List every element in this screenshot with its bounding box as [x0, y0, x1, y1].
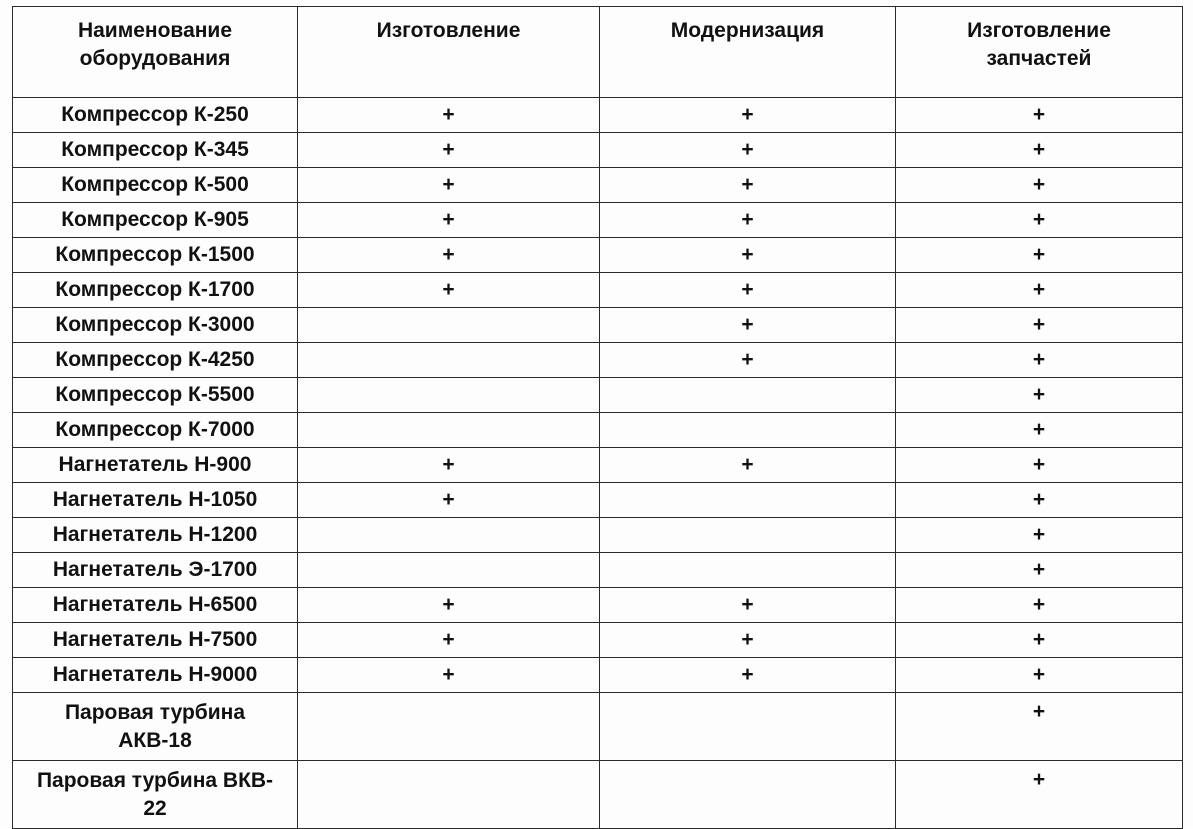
modernization-mark-cell: + [600, 168, 896, 203]
equipment-name-cell [13, 448, 298, 483]
table-row [13, 518, 1183, 553]
modernization-mark-cell [600, 413, 896, 448]
equipment-name-cell [13, 203, 298, 238]
header-line: оборудования [79, 47, 231, 70]
spare-parts-mark-cell: + [896, 273, 1183, 308]
table-row [13, 168, 1183, 203]
table-row [13, 483, 1183, 518]
equipment-name-cell [13, 168, 298, 203]
header-equipment-name [13, 7, 298, 98]
spare-parts-mark-cell: + [896, 448, 1183, 483]
header-manufacture [298, 7, 600, 98]
table-row [13, 658, 1183, 693]
equipment-name-line: Паровая турбина [64, 700, 246, 724]
manufacture-mark-cell [298, 518, 600, 553]
modernization-mark-cell [600, 553, 896, 588]
modernization-mark-cell: + [600, 308, 896, 343]
manufacture-mark-cell: + [298, 133, 600, 168]
modernization-mark-cell [600, 378, 896, 413]
modernization-mark-cell [600, 518, 896, 553]
spare-parts-mark-cell: + [896, 693, 1183, 761]
spare-parts-mark-cell: + [896, 168, 1183, 203]
equipment-name-cell [13, 588, 298, 623]
equipment-name-cell [13, 238, 298, 273]
spare-parts-mark-cell: + [896, 623, 1183, 658]
spare-parts-mark-cell: + [896, 238, 1183, 273]
spare-parts-mark-cell: + [896, 553, 1183, 588]
table-row [13, 553, 1183, 588]
equipment-name-cell [13, 343, 298, 378]
manufacture-mark-cell: + [298, 238, 600, 273]
modernization-mark-cell: + [600, 588, 896, 623]
header-modernization [600, 7, 896, 98]
spare-parts-mark-cell: + [896, 133, 1183, 168]
equipment-name-line: Нагнетатель Н-900 [58, 453, 252, 476]
modernization-mark-cell: + [600, 343, 896, 378]
manufacture-mark-cell: + [298, 623, 600, 658]
modernization-mark-cell: + [600, 203, 896, 238]
manufacture-mark-cell [298, 308, 600, 343]
spare-parts-mark-cell: + [896, 588, 1183, 623]
modernization-mark-cell: + [600, 98, 896, 133]
table-row [13, 448, 1183, 483]
spare-parts-mark-cell: + [896, 658, 1183, 693]
spare-parts-mark-cell: + [896, 518, 1183, 553]
manufacture-mark-cell [298, 553, 600, 588]
manufacture-mark-cell: + [298, 203, 600, 238]
equipment-name-cell [13, 413, 298, 448]
table-row [13, 378, 1183, 413]
table-header-row [13, 7, 1183, 98]
spare-parts-mark-cell: + [896, 98, 1183, 133]
header-line: Наименование [77, 19, 233, 42]
modernization-mark-cell: + [600, 623, 896, 658]
manufacture-mark-cell: + [298, 588, 600, 623]
manufacture-mark-cell [298, 378, 600, 413]
spare-parts-mark-cell: + [896, 203, 1183, 238]
table-row [13, 238, 1183, 273]
equipment-name-line: Нагнетатель Н-9000 [52, 663, 258, 686]
header-line: Модернизация [670, 19, 825, 42]
equipment-table [12, 6, 1183, 829]
equipment-name-line: Компрессор К-500 [61, 173, 249, 196]
equipment-name-cell [13, 623, 298, 658]
equipment-name-line: Компрессор К-7000 [55, 418, 255, 441]
equipment-name-line: Компрессор К-1700 [55, 278, 255, 301]
equipment-name-line: Компрессор К-4250 [55, 348, 255, 371]
equipment-name-line: Компрессор К-905 [61, 208, 249, 231]
modernization-mark-cell: + [600, 238, 896, 273]
equipment-name-cell [13, 273, 298, 308]
modernization-mark-cell: + [600, 273, 896, 308]
equipment-name-cell [13, 553, 298, 588]
table-row [13, 98, 1183, 133]
equipment-name-line: Компрессор К-3000 [55, 313, 255, 336]
manufacture-mark-cell: + [298, 98, 600, 133]
table-row [13, 761, 1183, 829]
equipment-name-cell [13, 693, 298, 761]
table-row [13, 413, 1183, 448]
manufacture-mark-cell: + [298, 273, 600, 308]
table-row [13, 623, 1183, 658]
modernization-mark-cell: + [600, 448, 896, 483]
equipment-name-line: Компрессор К-1500 [55, 243, 255, 266]
table-row [13, 133, 1183, 168]
spare-parts-mark-cell: + [896, 308, 1183, 343]
manufacture-mark-cell: + [298, 168, 600, 203]
manufacture-mark-cell [298, 693, 600, 761]
table-row [13, 203, 1183, 238]
manufacture-mark-cell [298, 413, 600, 448]
equipment-name-line: Нагнетатель Н-6500 [52, 593, 258, 616]
spare-parts-mark-cell: + [896, 378, 1183, 413]
manufacture-mark-cell [298, 343, 600, 378]
equipment-name-line: Компрессор К-5500 [55, 383, 255, 406]
spare-parts-mark-cell: + [896, 483, 1183, 518]
modernization-mark-cell: + [600, 658, 896, 693]
header-spare-parts [896, 7, 1183, 98]
spare-parts-mark-cell: + [896, 343, 1183, 378]
table-row [13, 308, 1183, 343]
table-row [13, 273, 1183, 308]
equipment-name-line: Нагнетатель Н-1050 [52, 488, 258, 511]
equipment-name-cell [13, 658, 298, 693]
equipment-name-cell [13, 133, 298, 168]
table-row [13, 343, 1183, 378]
equipment-name-line: Паровая турбина ВКВ- [36, 768, 274, 792]
equipment-name-cell [13, 761, 298, 829]
header-line: Изготовление [376, 19, 521, 42]
equipment-name-line: Компрессор К-250 [61, 103, 249, 126]
header-line: запчастей [986, 47, 1092, 70]
manufacture-mark-cell: + [298, 448, 600, 483]
manufacture-mark-cell: + [298, 483, 600, 518]
equipment-name-line: Нагнетатель Н-1200 [52, 523, 258, 546]
equipment-name-line: 22 [143, 796, 167, 820]
equipment-name-line: Нагнетатель Н-7500 [52, 628, 258, 651]
equipment-name-cell [13, 518, 298, 553]
spare-parts-mark-cell: + [896, 761, 1183, 829]
spare-parts-mark-cell: + [896, 413, 1183, 448]
modernization-mark-cell [600, 483, 896, 518]
modernization-mark-cell [600, 761, 896, 829]
header-line: Изготовление [967, 19, 1111, 42]
modernization-mark-cell: + [600, 133, 896, 168]
manufacture-mark-cell: + [298, 658, 600, 693]
modernization-mark-cell [600, 693, 896, 761]
equipment-name-line: Компрессор К-345 [61, 138, 249, 161]
equipment-name-cell [13, 98, 298, 133]
equipment-name-cell [13, 378, 298, 413]
equipment-name-cell [13, 483, 298, 518]
equipment-name-line: АКВ-18 [118, 728, 192, 752]
manufacture-mark-cell [298, 761, 600, 829]
table-row [13, 693, 1183, 761]
equipment-name-line: Нагнетатель Э-1700 [52, 558, 258, 581]
equipment-name-cell [13, 308, 298, 343]
table-row [13, 588, 1183, 623]
